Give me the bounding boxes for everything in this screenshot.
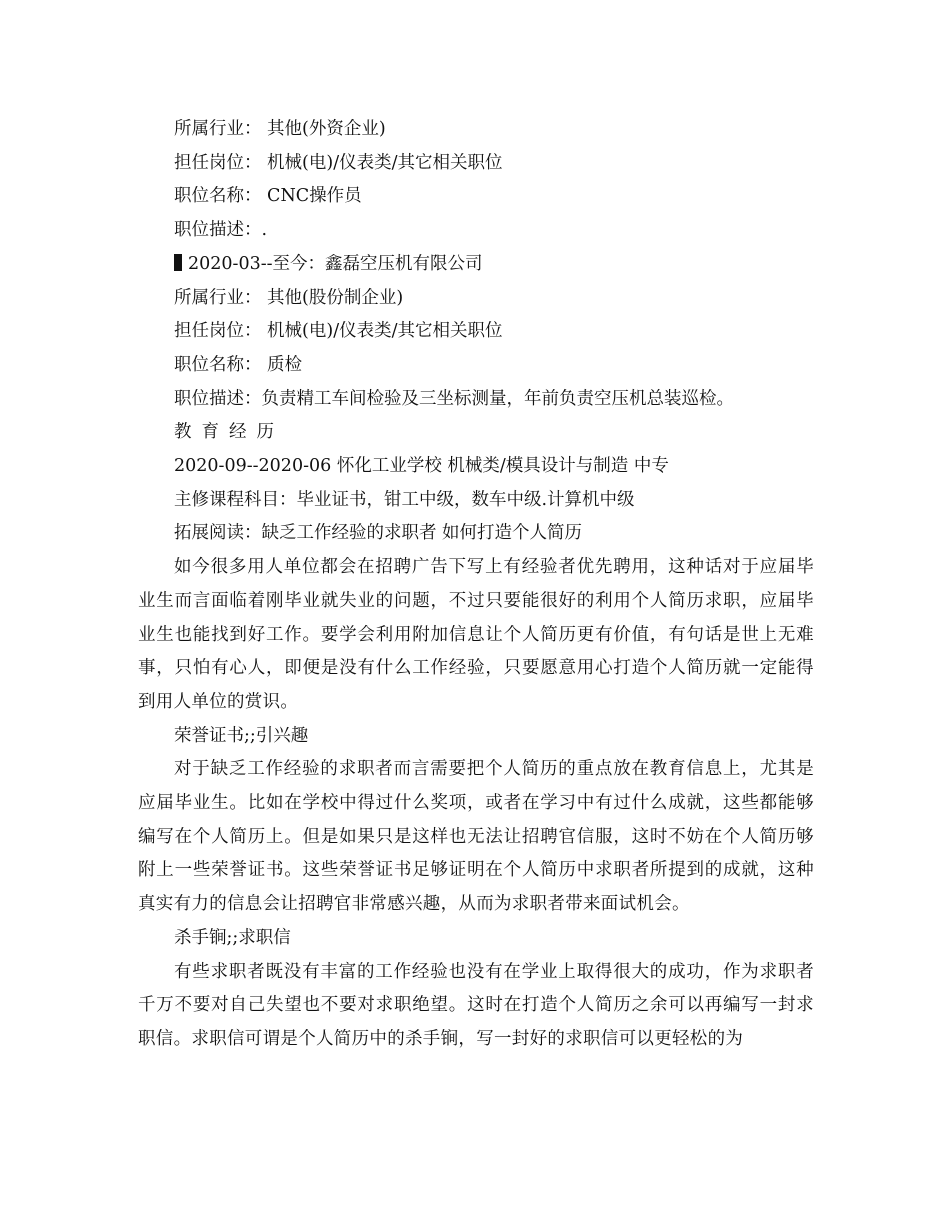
block-bullet-icon [174,254,182,271]
education-entry: 2020-09--2020-06 怀化工业学校 机械类/模具设计与制造 中专 [174,456,669,477]
job1-position: 担任岗位： 机械(电)/仪表类/其它相关职位 [174,152,503,173]
job1-description: 职位描述：. [174,220,268,241]
section2-body: 有些求职者既没有丰富的工作经验也没有在学业上取得很大的成功，作为求职者千万不要对自己失望也不要对求职绝望。这时在打造个人简历之余可以再编写一封求职信。求职信可谓是个人简历中的杀手锏，写一封好的求职信可以更轻松的为 [138,961,814,1049]
job2-header-line [138,248,814,282]
job1-industry: 所属行业： 其他(外资企业) [174,119,386,139]
section1-body: 对于缺乏工作经验的求职者而言需要把个人简历的重点放在教育信息上，尤其是应届毕业生。比如在学校中得过什么奖项，或者在学习中有过什么成就，这些都能够编写在个人简历上。但是如果只是这样也无法让招聘官信服，这时不妨在个人简历够附上一些荣誉证书。这些荣誉证书足够证明在个人简历中求职者所提到的成就，这种真实有力的信息会让招聘官非常感兴趣，从而为求职者带来面试机会。 [138,759,814,915]
education-heading: 教育经历 [174,422,284,443]
job2-title: 职位名称： 质检 [174,354,303,375]
job2-position: 担任岗位： 机械(电)/仪表类/其它相关职位 [174,321,503,342]
section1-heading: 荣誉证书;;引兴趣 [174,725,309,746]
section2-heading: 杀手锏;;求职信 [174,927,291,948]
job2-industry: 所属行业： 其他(股份制企业) [174,287,404,308]
extended-reading: 拓展阅读：缺乏工作经验的求职者 如何打造个人简历 [174,523,583,544]
job2-description: 职位描述：负责精工车间检验及三坐标测量，年前负责空压机总装巡检。 [174,388,734,409]
education-courses: 主修课程科目：毕业证书，钳工中级，数车中级.计算机中级 [174,489,635,510]
document-content [138,113,814,1057]
job1-title: 职位名称： CNC操作员 [174,186,362,207]
job2-header: 2020-03--至今：鑫磊空压机有限公司 [188,253,483,274]
article-intro: 如今很多用人单位都会在招聘广告下写上有经验者优先聘用，这种话对于应届毕业生而言面临着刚毕业就失业的问题，不过只要能很好的利用个人简历求职，应届毕业生也能找到好工作。要学会利用附加信息让个人简历更有价值，有句话是世上无难事，只怕有心人，即便是没有什么工作经验，只要愿意用心打造个人简历就一定能得到用人单位的赏识。 [138,557,814,712]
